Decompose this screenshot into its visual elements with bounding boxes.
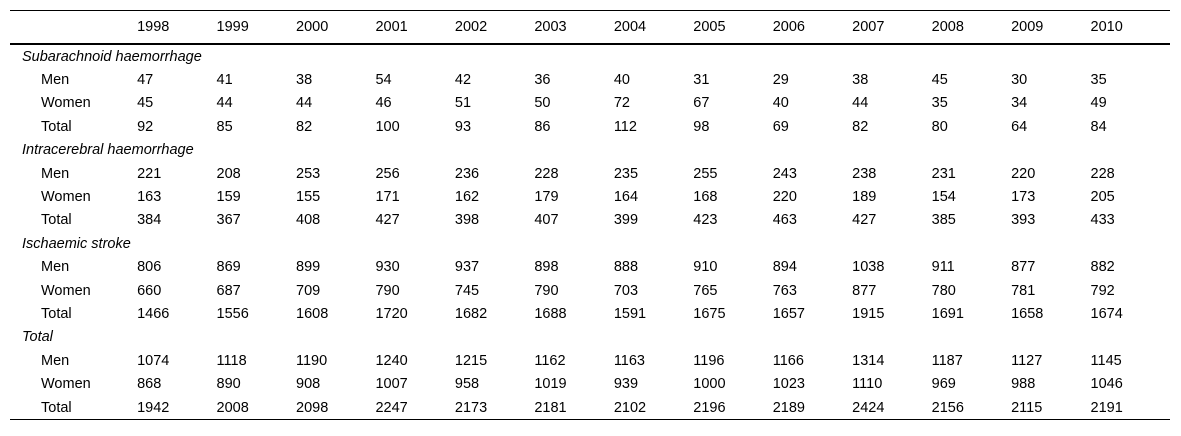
row-label: Women <box>41 282 91 299</box>
row-label: Women <box>41 376 91 393</box>
table-cell: 423 <box>693 212 718 229</box>
table-cell: 29 <box>772 72 789 89</box>
table-cell: 1942 <box>137 399 170 416</box>
table-cell: 35 <box>1090 72 1107 89</box>
row-label: Total <box>41 305 72 322</box>
table-cell: 45 <box>137 95 154 112</box>
table-cell: 910 <box>693 259 718 276</box>
table-cell: 40 <box>613 72 630 89</box>
table-cell: 1019 <box>534 376 567 393</box>
table-cell: 745 <box>454 282 480 299</box>
header-year-2007: 2007 <box>852 19 885 35</box>
table-cell: 1007 <box>375 376 408 393</box>
table-cell: 398 <box>454 212 480 229</box>
table-cell: 2424 <box>852 399 885 416</box>
table-cell: 2247 <box>375 399 408 416</box>
group-title-row <box>10 139 1170 162</box>
table-row <box>10 256 1170 279</box>
table-cell: 1556 <box>216 305 249 322</box>
header-year-2008: 2008 <box>931 19 964 35</box>
table-cell: 427 <box>852 212 877 229</box>
table-cell: 50 <box>534 95 551 112</box>
table-header <box>10 11 1170 45</box>
table-cell: 98 <box>693 118 710 135</box>
table-cell: 1314 <box>852 352 885 369</box>
table-row <box>10 302 1170 325</box>
table-cell: 792 <box>1090 282 1115 299</box>
header-year-1998: 1998 <box>137 19 170 35</box>
group-title: Total <box>22 329 53 346</box>
table-cell: 228 <box>534 165 559 182</box>
table-cell: 890 <box>216 376 241 393</box>
header-year-2001: 2001 <box>375 19 408 35</box>
table-cell: 49 <box>1090 95 1107 112</box>
table-cell: 1166 <box>772 352 804 369</box>
header-year-2009: 2009 <box>1011 19 1044 35</box>
table-cell: 958 <box>454 376 480 393</box>
table-cell: 781 <box>1011 282 1036 299</box>
table-cell: 112 <box>613 118 637 135</box>
table-cell: 806 <box>137 259 162 276</box>
row-label: Men <box>41 72 70 89</box>
table-cell: 164 <box>613 189 639 206</box>
table-cell: 869 <box>216 259 241 276</box>
table-cell: 31 <box>693 72 710 89</box>
table-cell: 1110 <box>852 376 883 393</box>
table-cell: 179 <box>534 189 559 206</box>
table-cell: 238 <box>852 165 877 182</box>
table-cell: 930 <box>375 259 400 276</box>
table-cell: 231 <box>931 165 956 182</box>
stroke-table-container <box>10 10 1170 420</box>
table-cell: 790 <box>534 282 559 299</box>
table-cell: 1682 <box>454 305 488 322</box>
table-cell: 877 <box>1011 259 1036 276</box>
table-row <box>10 185 1170 208</box>
table-cell: 51 <box>454 95 472 112</box>
table-cell: 30 <box>1011 72 1028 89</box>
table-row <box>10 68 1170 91</box>
table-cell: 1000 <box>693 376 726 393</box>
table-cell: 939 <box>613 376 639 393</box>
table-cell: 393 <box>1011 212 1036 229</box>
table-cell: 660 <box>137 282 162 299</box>
table-cell: 34 <box>1011 95 1028 112</box>
table-cell: 44 <box>852 95 869 112</box>
table-cell: 780 <box>931 282 956 299</box>
header-year-2003: 2003 <box>534 19 567 35</box>
table-cell: 84 <box>1090 118 1107 135</box>
table-cell: 228 <box>1090 165 1115 182</box>
table-cell: 100 <box>375 118 400 135</box>
header-row <box>10 11 1170 45</box>
group-title: Ischaemic stroke <box>22 235 131 252</box>
header-year-2000: 2000 <box>296 19 329 35</box>
table-cell: 877 <box>852 282 877 299</box>
table-cell: 790 <box>375 282 400 299</box>
table-cell: 168 <box>693 189 718 206</box>
table-cell: 82 <box>852 118 869 135</box>
table-cell: 80 <box>931 118 948 135</box>
table-cell: 427 <box>375 212 400 229</box>
table-cell: 908 <box>296 376 321 393</box>
group-title-row <box>10 44 1170 68</box>
table-cell: 82 <box>296 118 313 135</box>
header-year-2005: 2005 <box>693 19 726 35</box>
row-label: Total <box>41 212 72 229</box>
table-cell: 69 <box>772 118 789 135</box>
table-cell: 709 <box>296 282 321 299</box>
header-year-2010: 2010 <box>1090 19 1123 35</box>
table-cell: 882 <box>1090 259 1115 276</box>
table-cell: 367 <box>216 212 241 229</box>
table-cell: 38 <box>296 72 313 89</box>
table-cell: 221 <box>137 165 162 182</box>
header-year-2004: 2004 <box>613 19 647 35</box>
table-cell: 2196 <box>693 399 726 416</box>
table-cell: 2098 <box>296 399 329 416</box>
table-cell: 1074 <box>137 352 170 369</box>
table-cell: 988 <box>1011 376 1036 393</box>
table-row <box>10 162 1170 185</box>
table-cell: 1657 <box>772 305 805 322</box>
table-cell: 399 <box>613 212 639 229</box>
table-cell: 93 <box>454 118 472 135</box>
row-label: Men <box>41 259 70 276</box>
table-cell: 1023 <box>772 376 805 393</box>
table-cell: 1466 <box>137 305 170 322</box>
table-cell: 687 <box>216 282 241 299</box>
table-cell: 2008 <box>216 399 249 416</box>
table-cell: 2191 <box>1090 399 1123 416</box>
table-cell: 256 <box>375 165 400 182</box>
table-cell: 408 <box>296 212 321 229</box>
table-cell: 1038 <box>852 259 885 276</box>
table-cell: 236 <box>454 165 480 182</box>
group-title: Subarachnoid haemorrhage <box>22 48 202 65</box>
table-cell: 155 <box>296 189 321 206</box>
table-cell: 220 <box>772 189 797 206</box>
table-row <box>10 92 1170 115</box>
table-cell: 38 <box>852 72 869 89</box>
table-cell: 969 <box>931 376 956 393</box>
table-cell: 92 <box>137 118 154 135</box>
table-cell: 2189 <box>772 399 805 416</box>
table-cell: 1658 <box>1011 305 1044 322</box>
table-cell: 1145 <box>1090 352 1122 369</box>
table-row <box>10 372 1170 395</box>
row-label: Men <box>41 165 70 182</box>
table-cell: 159 <box>216 189 241 206</box>
table-cell: 47 <box>137 72 154 89</box>
table-cell: 35 <box>931 95 948 112</box>
header-year-2006: 2006 <box>772 19 805 35</box>
table-cell: 384 <box>137 212 162 229</box>
table-row <box>10 349 1170 372</box>
table-cell: 899 <box>296 259 321 276</box>
table-cell: 44 <box>216 95 233 112</box>
table-cell: 433 <box>1090 212 1115 229</box>
header-year-2002: 2002 <box>454 19 488 35</box>
table-cell: 42 <box>454 72 472 89</box>
table-row <box>10 115 1170 138</box>
table-cell: 1691 <box>931 305 964 322</box>
table-cell: 2181 <box>534 399 567 416</box>
table-row <box>10 396 1170 420</box>
table-cell: 911 <box>931 259 955 276</box>
table-cell: 1915 <box>852 305 885 322</box>
table-cell: 163 <box>137 189 162 206</box>
table-cell: 898 <box>534 259 559 276</box>
table-cell: 1240 <box>375 352 408 369</box>
row-label: Women <box>41 189 91 206</box>
table-cell: 208 <box>216 165 241 182</box>
table-cell: 1196 <box>693 352 725 369</box>
table-cell: 86 <box>534 118 551 135</box>
table-cell: 463 <box>772 212 797 229</box>
table-cell: 703 <box>613 282 639 299</box>
table-cell: 243 <box>772 165 797 182</box>
row-label: Women <box>41 95 91 112</box>
table-cell: 1608 <box>296 305 329 322</box>
table-cell: 1163 <box>613 352 645 369</box>
stroke-cases-table <box>10 10 1170 420</box>
table-cell: 40 <box>772 95 789 112</box>
group-title-row <box>10 326 1170 349</box>
table-cell: 1591 <box>613 305 647 322</box>
table-cell: 868 <box>137 376 162 393</box>
table-cell: 171 <box>375 189 400 206</box>
table-cell: 2102 <box>613 399 647 416</box>
table-cell: 1162 <box>534 352 566 369</box>
table-cell: 407 <box>534 212 559 229</box>
table-row <box>10 209 1170 232</box>
table-cell: 85 <box>216 118 233 135</box>
table-cell: 162 <box>454 189 480 206</box>
table-cell: 2115 <box>1011 399 1043 416</box>
table-cell: 44 <box>296 95 313 112</box>
row-label: Men <box>41 352 70 369</box>
table-cell: 72 <box>613 95 630 112</box>
table-cell: 154 <box>931 189 956 206</box>
row-label: Total <box>41 399 72 416</box>
table-cell: 937 <box>454 259 480 276</box>
table-cell: 189 <box>852 189 877 206</box>
header-blank-cell <box>10 11 137 45</box>
table-cell: 2156 <box>931 399 964 416</box>
table-cell: 36 <box>534 72 551 89</box>
table-cell: 64 <box>1011 118 1028 135</box>
table-cell: 173 <box>1011 189 1036 206</box>
table-cell: 888 <box>613 259 639 276</box>
row-label: Total <box>41 118 72 135</box>
group-title: Intracerebral haemorrhage <box>22 142 194 159</box>
table-cell: 385 <box>931 212 956 229</box>
table-cell: 1187 <box>931 352 963 369</box>
table-cell: 205 <box>1090 189 1115 206</box>
table-cell: 1046 <box>1090 376 1123 393</box>
group-title-row <box>10 232 1170 255</box>
table-cell: 1127 <box>1011 352 1043 369</box>
table-cell: 1118 <box>216 352 247 369</box>
table-cell: 894 <box>772 259 797 276</box>
table-cell: 255 <box>693 165 718 182</box>
table-cell: 1675 <box>693 305 726 322</box>
table-cell: 765 <box>693 282 718 299</box>
table-cell: 41 <box>216 72 233 89</box>
header-year-1999: 1999 <box>216 19 249 35</box>
table-cell: 253 <box>296 165 321 182</box>
table-body <box>10 44 1170 420</box>
table-cell: 235 <box>613 165 639 182</box>
table-cell: 1190 <box>296 352 328 369</box>
table-cell: 1720 <box>375 305 408 322</box>
table-cell: 54 <box>375 72 392 89</box>
table-cell: 1674 <box>1090 305 1123 322</box>
table-cell: 2173 <box>454 399 488 416</box>
table-row <box>10 279 1170 302</box>
table-cell: 1215 <box>454 352 488 369</box>
table-cell: 45 <box>931 72 948 89</box>
table-cell: 1688 <box>534 305 567 322</box>
table-cell: 46 <box>375 95 392 112</box>
table-cell: 67 <box>693 95 710 112</box>
table-cell: 220 <box>1011 165 1036 182</box>
table-cell: 763 <box>772 282 797 299</box>
